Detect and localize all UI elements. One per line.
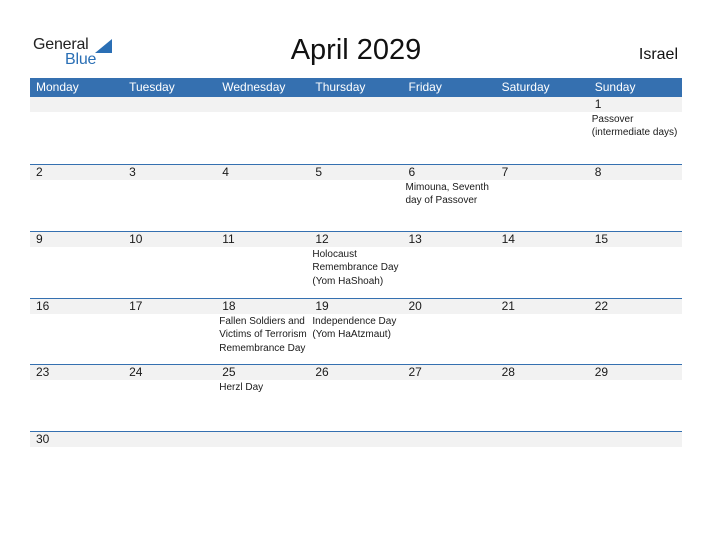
calendar-day-cell <box>496 299 589 364</box>
calendar-day-cell <box>309 299 402 364</box>
day-number <box>30 97 123 112</box>
day-number: 10 <box>123 232 216 247</box>
calendar-day-cell <box>496 365 589 431</box>
calendar-week-row <box>30 231 682 298</box>
weekday-header-tuesday: Tuesday <box>129 80 175 94</box>
calendar-day-cell <box>589 232 682 298</box>
calendar-day-cell <box>123 97 216 163</box>
day-number: 15 <box>589 232 682 247</box>
calendar-day-cell <box>30 165 123 231</box>
weekday-header-row <box>30 78 682 97</box>
calendar-day-cell <box>30 432 123 452</box>
day-number <box>589 432 682 447</box>
day-number <box>216 432 309 447</box>
calendar-day-cell <box>589 432 682 452</box>
day-number: 2 <box>30 165 123 180</box>
calendar-day-cell <box>123 165 216 231</box>
calendar-day-cell <box>309 365 402 431</box>
calendar-day-cell <box>589 97 682 163</box>
calendar-day-cell <box>496 432 589 452</box>
day-number: 3 <box>123 165 216 180</box>
calendar-day-cell <box>30 365 123 431</box>
day-number: 21 <box>496 299 589 314</box>
calendar-day-cell <box>309 432 402 452</box>
calendar-day-cell <box>123 432 216 452</box>
weekday-header-sunday: Sunday <box>594 80 636 94</box>
day-number: 18 <box>216 299 309 314</box>
calendar-day-cell <box>403 232 496 298</box>
day-number: 22 <box>589 299 682 314</box>
holiday-event: Holocaust Remembrance Day (Yom HaShoah) <box>312 249 399 287</box>
day-number: 6 <box>403 165 496 180</box>
day-number <box>123 97 216 112</box>
weekday-header-friday: Friday <box>408 80 442 94</box>
calendar-day-cell <box>30 232 123 298</box>
calendar-week-row <box>30 298 682 364</box>
calendar-day-cell <box>30 299 123 364</box>
holiday-event: Herzl Day <box>219 382 264 393</box>
calendar-day-cell <box>496 97 589 163</box>
day-number: 25 <box>216 365 309 380</box>
day-number <box>403 97 496 112</box>
day-number: 7 <box>496 165 589 180</box>
calendar-day-cell <box>403 365 496 431</box>
day-number: 9 <box>30 232 123 247</box>
calendar-day-cell <box>589 165 682 231</box>
day-number <box>309 97 402 112</box>
day-number: 14 <box>496 232 589 247</box>
day-number: 16 <box>30 299 123 314</box>
calendar-day-cell <box>403 165 496 231</box>
day-number: 4 <box>216 165 309 180</box>
calendar-day-cell <box>403 432 496 452</box>
calendar-day-cell <box>403 299 496 364</box>
day-number: 1 <box>589 97 682 112</box>
weekday-header-saturday: Saturday <box>501 80 550 94</box>
calendar-day-cell <box>309 232 402 298</box>
calendar-day-cell <box>216 165 309 231</box>
day-number: 23 <box>30 365 123 380</box>
calendar-day-cell <box>216 299 309 364</box>
calendar-day-cell <box>403 97 496 163</box>
calendar-day-cell <box>496 165 589 231</box>
weekday-header-wednesday: Wednesday <box>222 80 286 94</box>
holiday-event: Mimouna, Seventh day of Passover <box>405 182 489 207</box>
day-number <box>123 432 216 447</box>
weekday-header-thursday: Thursday <box>315 80 366 94</box>
weekday-header-monday: Monday <box>36 80 79 94</box>
day-number: 11 <box>216 232 309 247</box>
logo-text-general: General <box>33 36 89 53</box>
calendar-day-cell <box>30 97 123 163</box>
country-label: Israel <box>638 46 678 63</box>
day-number: 26 <box>309 365 402 380</box>
day-number <box>216 97 309 112</box>
calendar-week-row <box>30 97 682 163</box>
day-number <box>309 432 402 447</box>
calendar-day-cell <box>589 299 682 364</box>
calendar-week-row <box>30 431 682 452</box>
calendar-week-row <box>30 364 682 431</box>
day-number <box>496 97 589 112</box>
calendar-day-cell <box>123 232 216 298</box>
calendar-week-row <box>30 164 682 231</box>
day-number: 19 <box>309 299 402 314</box>
calendar-day-cell <box>496 232 589 298</box>
day-number: 17 <box>123 299 216 314</box>
day-number: 12 <box>309 232 402 247</box>
logo-text-blue: Blue <box>65 51 97 68</box>
holiday-event: Passover (intermediate days) <box>591 114 678 139</box>
calendar-day-cell <box>216 232 309 298</box>
calendar-title: April 2029 <box>290 34 422 66</box>
day-number: 20 <box>403 299 496 314</box>
day-number <box>403 432 496 447</box>
day-number: 8 <box>589 165 682 180</box>
holiday-event: Independence Day (Yom HaAtzmaut) <box>312 316 397 341</box>
calendar-day-cell <box>216 97 309 163</box>
calendar-day-cell <box>589 365 682 431</box>
calendar-day-cell <box>123 365 216 431</box>
calendar-day-cell <box>309 165 402 231</box>
day-number: 5 <box>309 165 402 180</box>
day-number: 30 <box>30 432 123 447</box>
day-number: 13 <box>403 232 496 247</box>
day-number <box>496 432 589 447</box>
calendar-day-cell <box>123 299 216 364</box>
day-number: 27 <box>403 365 496 380</box>
day-number: 24 <box>123 365 216 380</box>
holiday-event: Fallen Soldiers and Victims of Terrorism Remembrance Day <box>219 316 307 354</box>
day-number: 29 <box>589 365 682 380</box>
calendar-day-cell <box>216 365 309 431</box>
calendar-day-cell <box>216 432 309 452</box>
calendar-day-cell <box>309 97 402 163</box>
day-number: 28 <box>496 365 589 380</box>
